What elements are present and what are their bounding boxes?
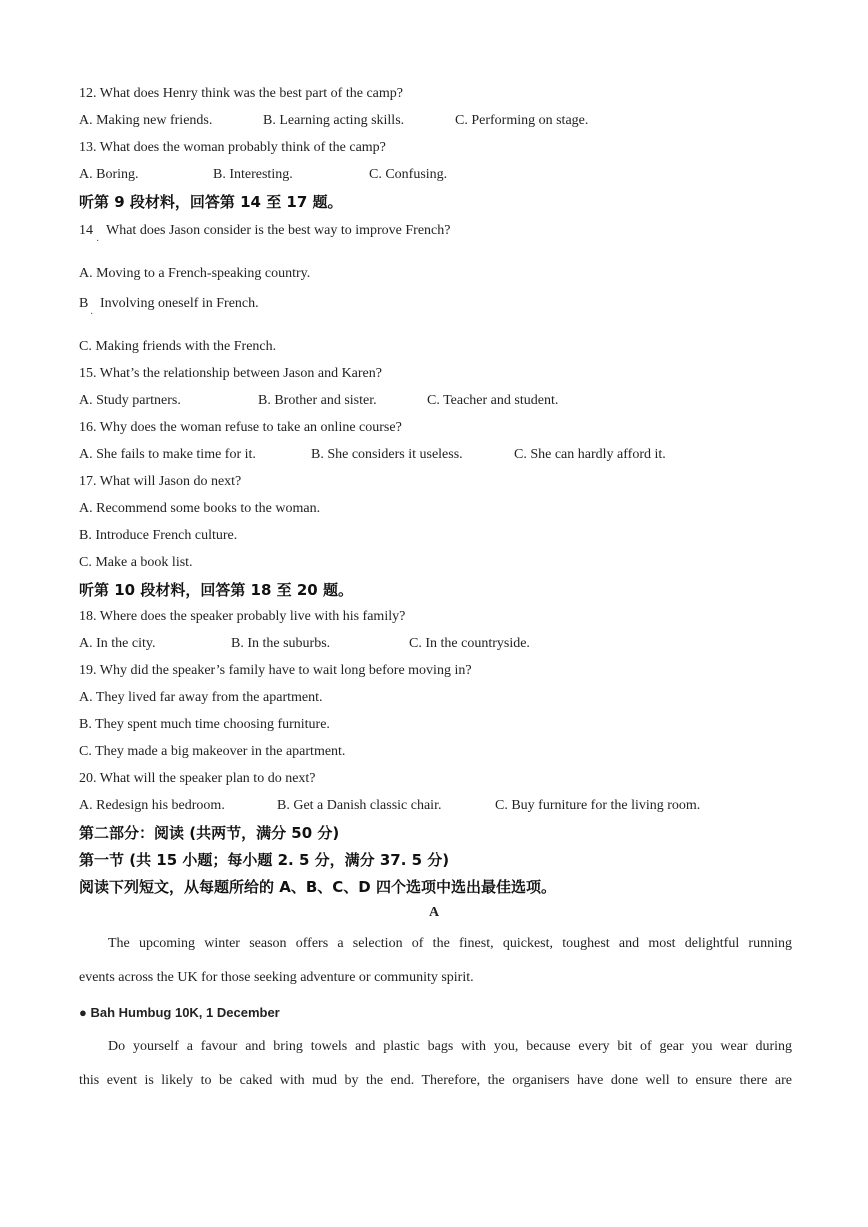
question-18-option-a: A. In the city. (79, 636, 156, 651)
question-13-option-b: B. Interesting. (213, 167, 293, 182)
question-20-stem: 20. What will the speaker plan to do next? (79, 771, 316, 786)
question-14-option-a: A. Moving to a French-speaking country. (79, 266, 311, 281)
question-15-option-c: C. Teacher and student. (427, 393, 559, 408)
section-one-heading: 第一节 (共 15 小题；每小题 2. 5 分，满分 37. 5 分) (79, 851, 450, 869)
section-heading-material-9: 听第 9 段材料，回答第 14 至 17 题。 (79, 193, 343, 211)
question-14-stem: What does Jason consider is the best way to improve French? (106, 223, 451, 238)
event-paragraph-line-1: Do yourself a favour and bring towels and plastic bags with you, because every bit of gear you wear during (108, 1039, 792, 1054)
passage-intro-line-2: events across the UK for those seeking adventure or community spirit. (79, 970, 474, 985)
question-17-stem: 17. What will Jason do next? (79, 474, 242, 489)
question-13-stem: 13. What does the woman probably think of the camp? (79, 140, 386, 155)
question-13-option-a: A. Boring. (79, 167, 139, 182)
question-12-option-c: C. Performing on stage. (455, 113, 589, 128)
question-16-option-a: A. She fails to make time for it. (79, 447, 256, 462)
question-15-stem: 15. What’s the relationship between Jason and Karen? (79, 366, 382, 381)
question-12-option-b: B. Learning acting skills. (263, 113, 405, 128)
question-17-option-c: C. Make a book list. (79, 555, 193, 570)
question-13-option-c: C. Confusing. (369, 167, 448, 182)
question-14-option-c: C. Making friends with the French. (79, 339, 277, 354)
question-19-option-a: A. They lived far away from the apartment. (79, 690, 323, 705)
event-paragraph-line-2: this event is likely to be caked with mud by the end. Therefore, the organisers have done well to ensure there are (79, 1073, 792, 1088)
question-12-option-a: A. Making new friends. (79, 113, 213, 128)
question-17-option-a: A. Recommend some books to the woman. (79, 501, 321, 516)
question-16-option-c: C. She can hardly afford it. (514, 447, 666, 462)
question-16-option-b: B. She considers it useless. (311, 447, 463, 462)
question-14-option-b-letter: B (79, 296, 89, 311)
passage-intro-line-1: The upcoming winter season offers a selection of the finest, quickest, toughest and most delightful running (108, 936, 792, 951)
question-20-option-a: A. Redesign his bedroom. (79, 798, 225, 813)
question-16-stem: 16. Why does the woman refuse to take an online course? (79, 420, 402, 435)
passage-title: A (428, 905, 440, 920)
question-18-option-c: C. In the countryside. (409, 636, 530, 651)
stray-dot: · (90, 309, 94, 320)
question-20-option-b: B. Get a Danish classic chair. (277, 798, 442, 813)
question-14-option-b: Involving oneself in French. (100, 296, 259, 311)
question-19-stem: 19. Why did the speaker’s family have to wait long before moving in? (79, 663, 472, 678)
question-12-stem: 12. What does Henry think was the best part of the camp? (79, 86, 403, 101)
question-15-option-b: B. Brother and sister. (258, 393, 377, 408)
reading-instruction: 阅读下列短文，从每题所给的 A、B、C、D 四个选项中选出最佳选项。 (79, 878, 556, 896)
part-two-heading: 第二部分：阅读 (共两节，满分 50 分) (79, 824, 340, 842)
question-18-option-b: B. In the suburbs. (231, 636, 331, 651)
question-17-option-b: B. Introduce French culture. (79, 528, 238, 543)
stray-dot: · (96, 236, 100, 247)
event-title-bah-humbug: ● Bah Humbug 10K, 1 December (79, 1005, 280, 1020)
question-19-option-c: C. They made a big makeover in the apartment. (79, 744, 346, 759)
section-heading-material-10: 听第 10 段材料，回答第 18 至 20 题。 (79, 581, 353, 599)
question-20-option-c: C. Buy furniture for the living room. (495, 798, 701, 813)
question-19-option-b: B. They spent much time choosing furniture. (79, 717, 330, 732)
question-18-stem: 18. Where does the speaker probably live with his family? (79, 609, 406, 624)
question-14-number: 14 (79, 223, 93, 238)
question-15-option-a: A. Study partners. (79, 393, 181, 408)
